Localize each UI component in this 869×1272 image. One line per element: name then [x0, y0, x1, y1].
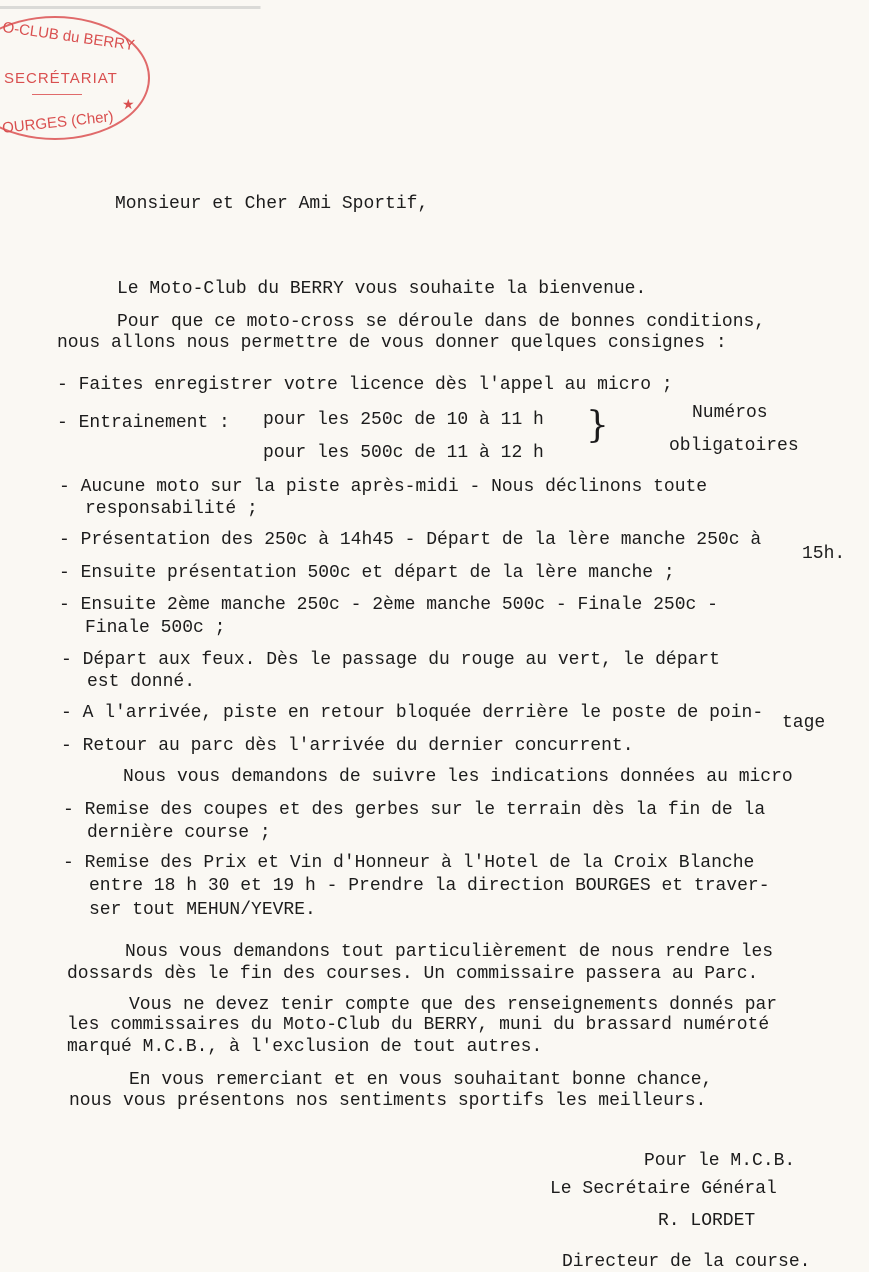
list-item: - A l'arrivée, piste en retour bloquée derrière le poste de poin-: [61, 703, 764, 723]
list-item: - Remise des coupes et des gerbes sur le terrain dès la fin de la: [63, 800, 766, 820]
star-icon: ★: [122, 96, 135, 112]
list-item: - Présentation des 250c à 14h45 - Départ de la lère manche 250c à: [59, 530, 762, 550]
list-item: - Ensuite présentation 500c et départ de la lère manche ;: [59, 563, 675, 583]
paragraph-4-line-2: les commissaires du Moto-Club du BERRY, muni du brassard numéroté: [67, 1015, 770, 1035]
stamp-bottom-text: OURGES (Cher): [1, 108, 115, 137]
signature-title: Le Secrétaire Général: [550, 1179, 777, 1199]
list-item: - Ensuite 2ème manche 250c - 2ème manche 500c - Finale 250c -: [59, 595, 718, 615]
list-item-continuation: Finale 500c ;: [85, 618, 226, 638]
stamp-top-text: O-CLUB du BERRY: [1, 18, 136, 55]
top-edge-line: [0, 6, 869, 9]
signature-org: Pour le M.C.B.: [644, 1151, 796, 1171]
intro-line: Le Moto-Club du BERRY vous souhaite la bienvenue.: [117, 279, 647, 299]
list-item: - Remise des Prix et Vin d'Honneur à l'Hotel de la Croix Blanche: [63, 853, 755, 873]
list-item-continuation: responsabilité ;: [85, 499, 258, 519]
signature-name: R. LORDET: [658, 1211, 756, 1231]
training-500-line: pour les 500c de 11 à 12 h: [263, 443, 544, 463]
salutation: Monsieur et Cher Ami Sportif,: [115, 194, 429, 214]
list-item-continuation: 15h.: [802, 544, 846, 564]
stamp-middle-text: SECRÉTARIAT: [4, 70, 118, 87]
list-item: - Retour au parc dès l'arrivée du dernier concurrent.: [61, 736, 634, 756]
club-stamp: [0, 16, 150, 140]
stamp-divider: [32, 94, 82, 95]
signature-role: Directeur de la course.: [562, 1252, 811, 1272]
list-item-continuation: dernière course ;: [87, 823, 271, 843]
paragraph-1-line-1: Pour que ce moto-cross se déroule dans de bonnes conditions,: [117, 312, 766, 332]
paragraph-4-line-1: Vous ne devez tenir compte que des renseignements donnés par: [129, 995, 778, 1015]
paragraph-1-line-2: nous allons nous permettre de vous donner quelques consignes :: [57, 333, 727, 353]
list-item: - Aucune moto sur la piste après-midi - Nous déclinons toute: [59, 477, 708, 497]
training-label: - Entrainement :: [57, 413, 230, 433]
list-item: - Départ aux feux. Dès le passage du rouge au vert, le départ: [61, 650, 720, 670]
paragraph-5-line-1: En vous remerciant et en vous souhaitant bonne chance,: [129, 1070, 713, 1090]
training-250-line: pour les 250c de 10 à 11 h: [263, 410, 544, 430]
paragraph-3-line-1: Nous vous demandons tout particulièrement de nous rendre les: [125, 942, 774, 962]
numbers-note-1: Numéros: [692, 403, 768, 423]
paragraph-2: Nous vous demandons de suivre les indications données au micro: [123, 767, 793, 787]
brace-icon: }: [586, 405, 609, 446]
list-item-continuation: entre 18 h 30 et 19 h - Prendre la direction BOURGES et traver-: [89, 876, 770, 896]
list-item-continuation: ser tout MEHUN/YEVRE.: [89, 900, 316, 920]
list-item-continuation: tage: [782, 713, 826, 733]
paragraph-5-line-2: nous vous présentons nos sentiments sportifs les meilleurs.: [69, 1091, 707, 1111]
paragraph-3-line-2: dossards dès le fin des courses. Un commissaire passera au Parc.: [67, 964, 759, 984]
list-item-continuation: est donné.: [87, 672, 196, 692]
paragraph-4-line-3: marqué M.C.B., à l'exclusion de tout autres.: [67, 1037, 543, 1057]
numbers-note-2: obligatoires: [669, 436, 799, 456]
list-item: - Faites enregistrer votre licence dès l'appel au micro ;: [57, 375, 673, 395]
